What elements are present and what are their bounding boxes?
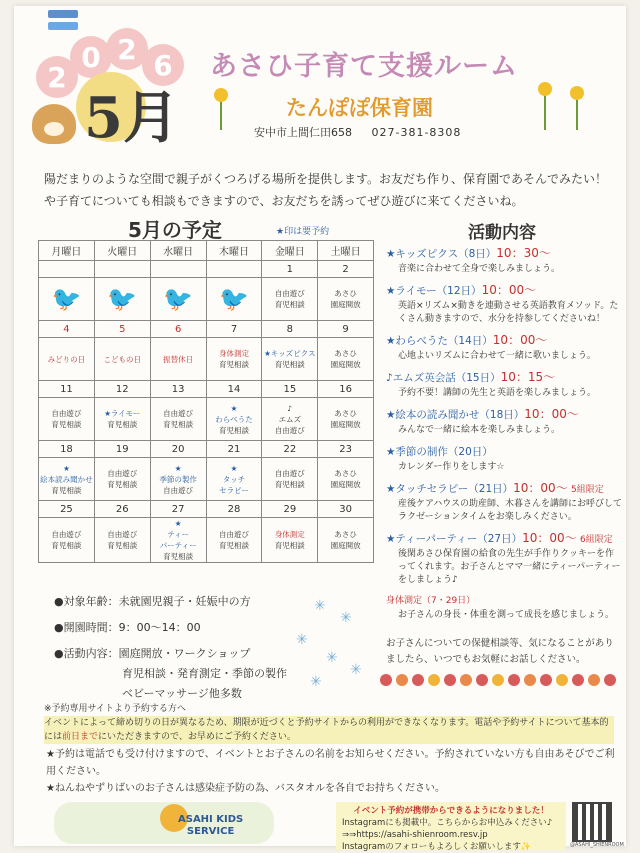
calendar-event: 育児相談: [51, 541, 82, 550]
calendar-cell: [94, 398, 150, 441]
calendar-date: 2: [318, 261, 374, 278]
snowflake-icon: ✳: [310, 674, 322, 690]
calendar-event: 育児相談: [274, 360, 305, 369]
calendar-event: 園庭開放: [330, 420, 361, 429]
calendar-event: 育児相談: [107, 541, 138, 550]
activity-time: 10：15～: [500, 370, 556, 384]
phone-number: 027-381-8308: [371, 126, 462, 139]
calendar-cell: [94, 278, 150, 321]
activity-item: [386, 333, 622, 363]
weekday-header: 土曜日: [318, 241, 374, 261]
calendar-event: ティー: [167, 530, 190, 539]
calendar-event: パーティー: [159, 541, 197, 550]
calendar-event: ★ライモー: [104, 409, 141, 418]
calendar-cell: [94, 338, 150, 381]
calendar-event: 園庭開放: [330, 360, 361, 369]
calendar-date: 27: [150, 501, 206, 518]
year-digit: 2: [106, 28, 148, 70]
calendar-date: [150, 261, 206, 278]
activity-heading: [386, 333, 622, 350]
activity-heading: [386, 531, 622, 548]
target-age: ●対象年齢：未就園児親子・妊娠中の方: [54, 595, 251, 608]
reservation-head: ※予約専用サイトより予約する方へ: [44, 704, 186, 714]
snowflake-icon: ✳: [340, 610, 352, 626]
calendar-event: 自由遊び: [163, 409, 194, 418]
event-title: イベント予約が携帯からできるようになりました！: [353, 806, 549, 816]
dandelion-icon: [214, 88, 228, 102]
calendar-cell: [318, 278, 374, 321]
calendar-date: 14: [206, 381, 262, 398]
activity-mark: ★: [386, 446, 396, 458]
calendar-event: 園庭開放: [330, 541, 361, 550]
calendar-event: 育児相談: [107, 480, 138, 489]
snowflake-icon: ✳: [314, 598, 326, 614]
bird-icon: 🐦: [51, 284, 82, 313]
calendar-date: 15: [262, 381, 318, 398]
note-towel: ★ねんねやずりばいのお子さんは感染症予防の為、バスタオルを各自でお持ちください。: [46, 783, 445, 794]
general-notes: [46, 746, 622, 797]
activity-heading: [386, 481, 622, 498]
schedule-title: 5月の予定: [128, 218, 222, 242]
snowflake-icon: ✳: [326, 650, 338, 666]
activity-name: キッズピクス（8日）: [395, 248, 497, 260]
calendar-event: ★キッズピクス: [264, 349, 316, 358]
calendar-event: 育児相談: [274, 480, 305, 489]
calendar-date: 1: [262, 261, 318, 278]
calendar-event: 自由遊び: [51, 409, 82, 418]
dandelion-icon: [538, 82, 552, 96]
calendar-event: 園庭開放: [330, 300, 361, 309]
logo-line: SERVICE: [186, 826, 235, 837]
year-digit: 6: [142, 44, 184, 86]
calendar-date: 7: [206, 321, 262, 338]
calendar-event: 自由遊び: [163, 485, 194, 495]
activity-time: 10：00～: [524, 407, 579, 421]
calendar-cell: [262, 278, 318, 321]
calendar-event: あさひ: [334, 530, 357, 539]
activity-heading: [386, 370, 622, 387]
note-phone: ★予約は電話でも受け付けますので、イベントとお子さんの名前をお知らせください。予約されていない方も自由あそびでご利用ください。: [46, 749, 615, 777]
calendar-date: 4: [39, 321, 95, 338]
address: [254, 124, 461, 140]
activity-item: [386, 370, 622, 400]
calendar-date: 26: [94, 501, 150, 518]
calendar-event: セラピー: [219, 485, 249, 495]
calendar-event: 育児相談: [51, 420, 82, 429]
nursery-name: たんぽぽ保育園: [286, 95, 433, 120]
calendar-event: エムズ: [278, 414, 302, 424]
reservation-link[interactable]: ⇒⇒https://asahi-shienroom.resv.jp: [342, 830, 488, 840]
weekday-header: 金曜日: [262, 241, 318, 261]
calendar-cell: [39, 518, 95, 563]
calendar-date: 12: [94, 381, 150, 398]
event-line: Instagramのフォローもよろしくお願いします✨: [342, 842, 532, 852]
calendar-date: 11: [39, 381, 95, 398]
open-hours: ●開園時間：9：00～14：00: [54, 621, 201, 634]
activity-heading: [386, 246, 622, 263]
calendar-event: あさひ: [334, 349, 357, 358]
activity-description: みんなで一緒に絵本を楽しみましょう。: [398, 425, 561, 435]
flower-garland-icon: [380, 674, 624, 692]
reservation-body-text: にいただきますので、お早めにご予約ください。: [98, 732, 296, 742]
calendar-date: 23: [318, 441, 374, 458]
calendar-event: 育児相談: [274, 541, 305, 550]
activity-name: わらべうた（14日）: [395, 335, 493, 347]
activity-mark: ★: [386, 335, 396, 347]
activity-item: [386, 246, 622, 276]
bird-icon: 🐦: [219, 284, 249, 313]
calendar-cell: [262, 398, 318, 441]
activity-heading: [386, 283, 622, 300]
calendar-cell: [206, 398, 262, 441]
info-block: [54, 592, 354, 704]
calendar-date: [206, 261, 262, 278]
activity-item: [386, 481, 622, 524]
activity-item: [386, 407, 622, 437]
activity-time: 10：00～: [522, 531, 577, 545]
weekday-header: 水曜日: [150, 241, 206, 261]
calendar-event: 振替休日: [163, 354, 194, 364]
calendar-event: あさひ: [334, 469, 357, 478]
measurement-title: 身体測定（7・29日）: [386, 596, 476, 606]
calendar-event: 育児相談: [219, 541, 249, 550]
activity-name: エムズ英会話（15日）: [392, 372, 501, 384]
calendar-cell: [39, 338, 95, 381]
calendar-event: 自由遊び: [107, 469, 138, 478]
intro-text: 陽だまりのような空間で親子がくつろげる場所を提供します。お友だち作り、保育園であそんでみたい！や子育てについても相談もできますので、お友だちを誘ってぜひ遊びに来てくださいね。: [44, 172, 608, 208]
calendar-event: 自由遊び: [51, 530, 82, 539]
calendar-date: 30: [318, 501, 374, 518]
calendar-date: 6: [150, 321, 206, 338]
activity-item: [386, 283, 622, 326]
calendar-event: タッチ: [222, 474, 246, 484]
weekday-header: 月曜日: [39, 241, 95, 261]
activity-description: カレンダー作りをします☆: [398, 462, 505, 472]
calendar-event: 園庭開放: [330, 480, 361, 489]
calendar-event: あさひ: [334, 289, 357, 298]
weekday-header: 木曜日: [206, 241, 262, 261]
flyer: [14, 6, 626, 852]
calendar-cell: [39, 398, 95, 441]
calendar-event: ★: [63, 463, 70, 473]
activity-time: 10：00～: [492, 333, 548, 347]
activity-mark: ★: [386, 533, 396, 545]
calendar-cell: [262, 518, 318, 563]
calendar-event: 自由遊び: [274, 425, 305, 435]
calendar-cell: [206, 458, 262, 501]
bird-icon: 🐦: [163, 284, 194, 313]
activity-name: タッチセラピー（21日）: [395, 483, 514, 495]
calendar-event: 自由遊び: [219, 530, 249, 539]
calendar-cell: [318, 398, 374, 441]
calendar-event: 身体測定: [219, 349, 249, 358]
snowflake-icon: ✳: [296, 632, 308, 648]
calendar-event: 育児相談: [51, 485, 82, 495]
calendar-date: 9: [318, 321, 374, 338]
calendar-event: ★: [174, 519, 182, 528]
activity-description: 後閑あさひ保育園の給食の先生が手作りクッキーを作ってくれます。お子さんとママ一緒にティーパーティーをしましょう♪: [398, 549, 621, 585]
calendar-date: 13: [150, 381, 206, 398]
calendar-cell: [39, 458, 95, 501]
reservation-notes: [44, 702, 614, 744]
activity-name: 絵本の読み聞かせ（18日）: [395, 409, 525, 421]
consultation-note: お子さんについての保健相談等、気になることがありましたら、いつでもお気軽にお話しください。: [386, 638, 614, 665]
calendar-date: 18: [39, 441, 95, 458]
reservation-body-text: イベントによって締め切りの日が異なるため、期限が近づくと予約サイトからの利用ができなくなります。電話や予約サイトについて基本的には: [44, 718, 609, 742]
activity-mark: ★: [386, 409, 396, 421]
calendar-date: [94, 261, 150, 278]
dandelion-stem: [544, 90, 546, 130]
calendar-cell: [318, 458, 374, 501]
calendar-cell: [150, 518, 206, 563]
activity-content-line: ベビーマッサージ他多数: [122, 687, 242, 700]
weekday-header: 火曜日: [94, 241, 150, 261]
calendar-event: ♪: [287, 403, 293, 413]
calendar-cell: [206, 278, 262, 321]
month-label: 5月: [84, 85, 179, 151]
activity-heading: [386, 444, 622, 461]
qr-code-icon[interactable]: [572, 802, 612, 842]
activity-time: 10：00～: [481, 283, 537, 297]
calendar-event: みどりの日: [47, 354, 86, 364]
snowflake-icon: ✳: [350, 662, 362, 678]
activity-name: ライモー（12日）: [395, 285, 482, 297]
logo: [178, 814, 243, 838]
address-text: 安中市上間仁田658: [254, 126, 352, 139]
activities-title: 活動内容: [468, 223, 536, 243]
calendar-event: 育児相談: [219, 360, 249, 369]
calendar-event: 自由遊び: [274, 469, 305, 478]
dandelion-icon: [570, 86, 584, 100]
activity-description: 予約不要！講師の先生と英語を楽しみましょう。: [398, 388, 597, 398]
activity-limit: 6組限定: [579, 535, 613, 545]
activity-content-line: 育児相談・発育測定・季節の製作: [122, 667, 287, 680]
calendar-event: 自由遊び: [274, 289, 305, 298]
activity-description: 英語×リズム×動きを連動させる英語教育メソッド。たくさん動きますので、水分を持参してくださいね！: [398, 301, 619, 324]
measurement-description: お子さんの身長・体重を測って成長を感じましょう。: [398, 610, 615, 620]
event-reservation-box: [336, 802, 566, 850]
event-line: Instagramにも掲載中。こちらからお申込みください♪: [342, 818, 553, 828]
calendar-event: こどもの日: [103, 354, 142, 364]
calendar-event: わらべうた: [215, 414, 253, 424]
calendar-date: 20: [150, 441, 206, 458]
activity-heading: [386, 407, 622, 424]
activity-time: 10：00～: [513, 481, 568, 495]
activity-description: 音楽に合わせて全身で楽しみましょう。: [398, 264, 561, 274]
calendar-event: 絵本読み聞かせ: [40, 474, 93, 484]
activity-item: [386, 594, 622, 622]
calendar-cell: [318, 518, 374, 563]
logo-line: ASAHI KIDS: [178, 814, 244, 825]
calendar-event: 育児相談: [219, 425, 249, 435]
calendar-date: 28: [206, 501, 262, 518]
calendar-date: 8: [262, 321, 318, 338]
activity-description: 心地よいリズムに合わせて一緒に歌いましょう。: [398, 351, 596, 361]
bird-icon: 🐦: [107, 284, 138, 313]
activity-name: ティーパーティー（27日）: [395, 533, 523, 545]
activity-item: [386, 444, 622, 474]
calendar-cell: [206, 518, 262, 563]
calendar-event: 育児相談: [274, 300, 305, 309]
calendar-date: 21: [206, 441, 262, 458]
calendar-event: 身体測定: [274, 530, 305, 539]
calendar-cell: [94, 458, 150, 501]
calendar-cell: [94, 518, 150, 563]
activity-mark: ★: [386, 483, 396, 495]
calendar-event: 自由遊び: [107, 530, 138, 539]
calendar-date: 25: [39, 501, 95, 518]
activities-list: [386, 246, 622, 629]
year-digit: 2: [36, 56, 78, 98]
activity-name: 季節の制作（20日）: [395, 446, 493, 458]
reservation-body: [44, 716, 614, 744]
year-digit: 0: [70, 36, 112, 78]
calendar-cell: [150, 278, 206, 321]
activity-description: 産後ケアハウスの助産師、木暮さんを講師にお呼びしてラクゼーションタイムをお楽しみください。: [398, 499, 623, 522]
calendar-cell: [262, 458, 318, 501]
calendar-event: あさひ: [334, 409, 357, 418]
calendar-event: 育児相談: [163, 420, 194, 429]
calendar-cell: [262, 338, 318, 381]
calendar-event: 育児相談: [163, 552, 194, 561]
calendar-date: 16: [318, 381, 374, 398]
activity-mark: ★: [386, 248, 396, 260]
calendar-date: 5: [94, 321, 150, 338]
calendar-date: 19: [94, 441, 150, 458]
qr-caption: @ASAHI_SHIENROOM: [570, 842, 624, 848]
calendar-date: [39, 261, 95, 278]
reservation-note: ★印は要予約: [276, 227, 330, 237]
calendar-cell: [150, 398, 206, 441]
dog-icon: [32, 104, 76, 144]
activity-time: 10：30～: [496, 246, 551, 260]
calendar-event: 育児相談: [107, 420, 138, 429]
activity-mark: ★: [386, 285, 396, 297]
activity-limit: 5組限定: [571, 485, 604, 495]
calendar-event: ★: [174, 463, 182, 473]
deadline-text: 前日まで: [62, 732, 99, 742]
calendar-cell: [318, 338, 374, 381]
calendar-event: 季節の製作: [159, 474, 197, 484]
calendar-date: 22: [262, 441, 318, 458]
calendar-date: 29: [262, 501, 318, 518]
calendar-event: ★: [230, 403, 238, 413]
calendar-cell: [150, 338, 206, 381]
calendar-cell: [206, 338, 262, 381]
activity-item: [386, 531, 622, 587]
activity-mark: ♪: [386, 372, 393, 384]
calendar-event: ★: [230, 463, 238, 473]
activity-content: ●活動内容：園庭開放・ワークショップ: [54, 647, 251, 660]
page-title: あさひ子育て支援ルーム: [210, 51, 518, 82]
calendar-cell: [39, 278, 95, 321]
calendar: [38, 240, 374, 563]
calendar-cell: [150, 458, 206, 501]
